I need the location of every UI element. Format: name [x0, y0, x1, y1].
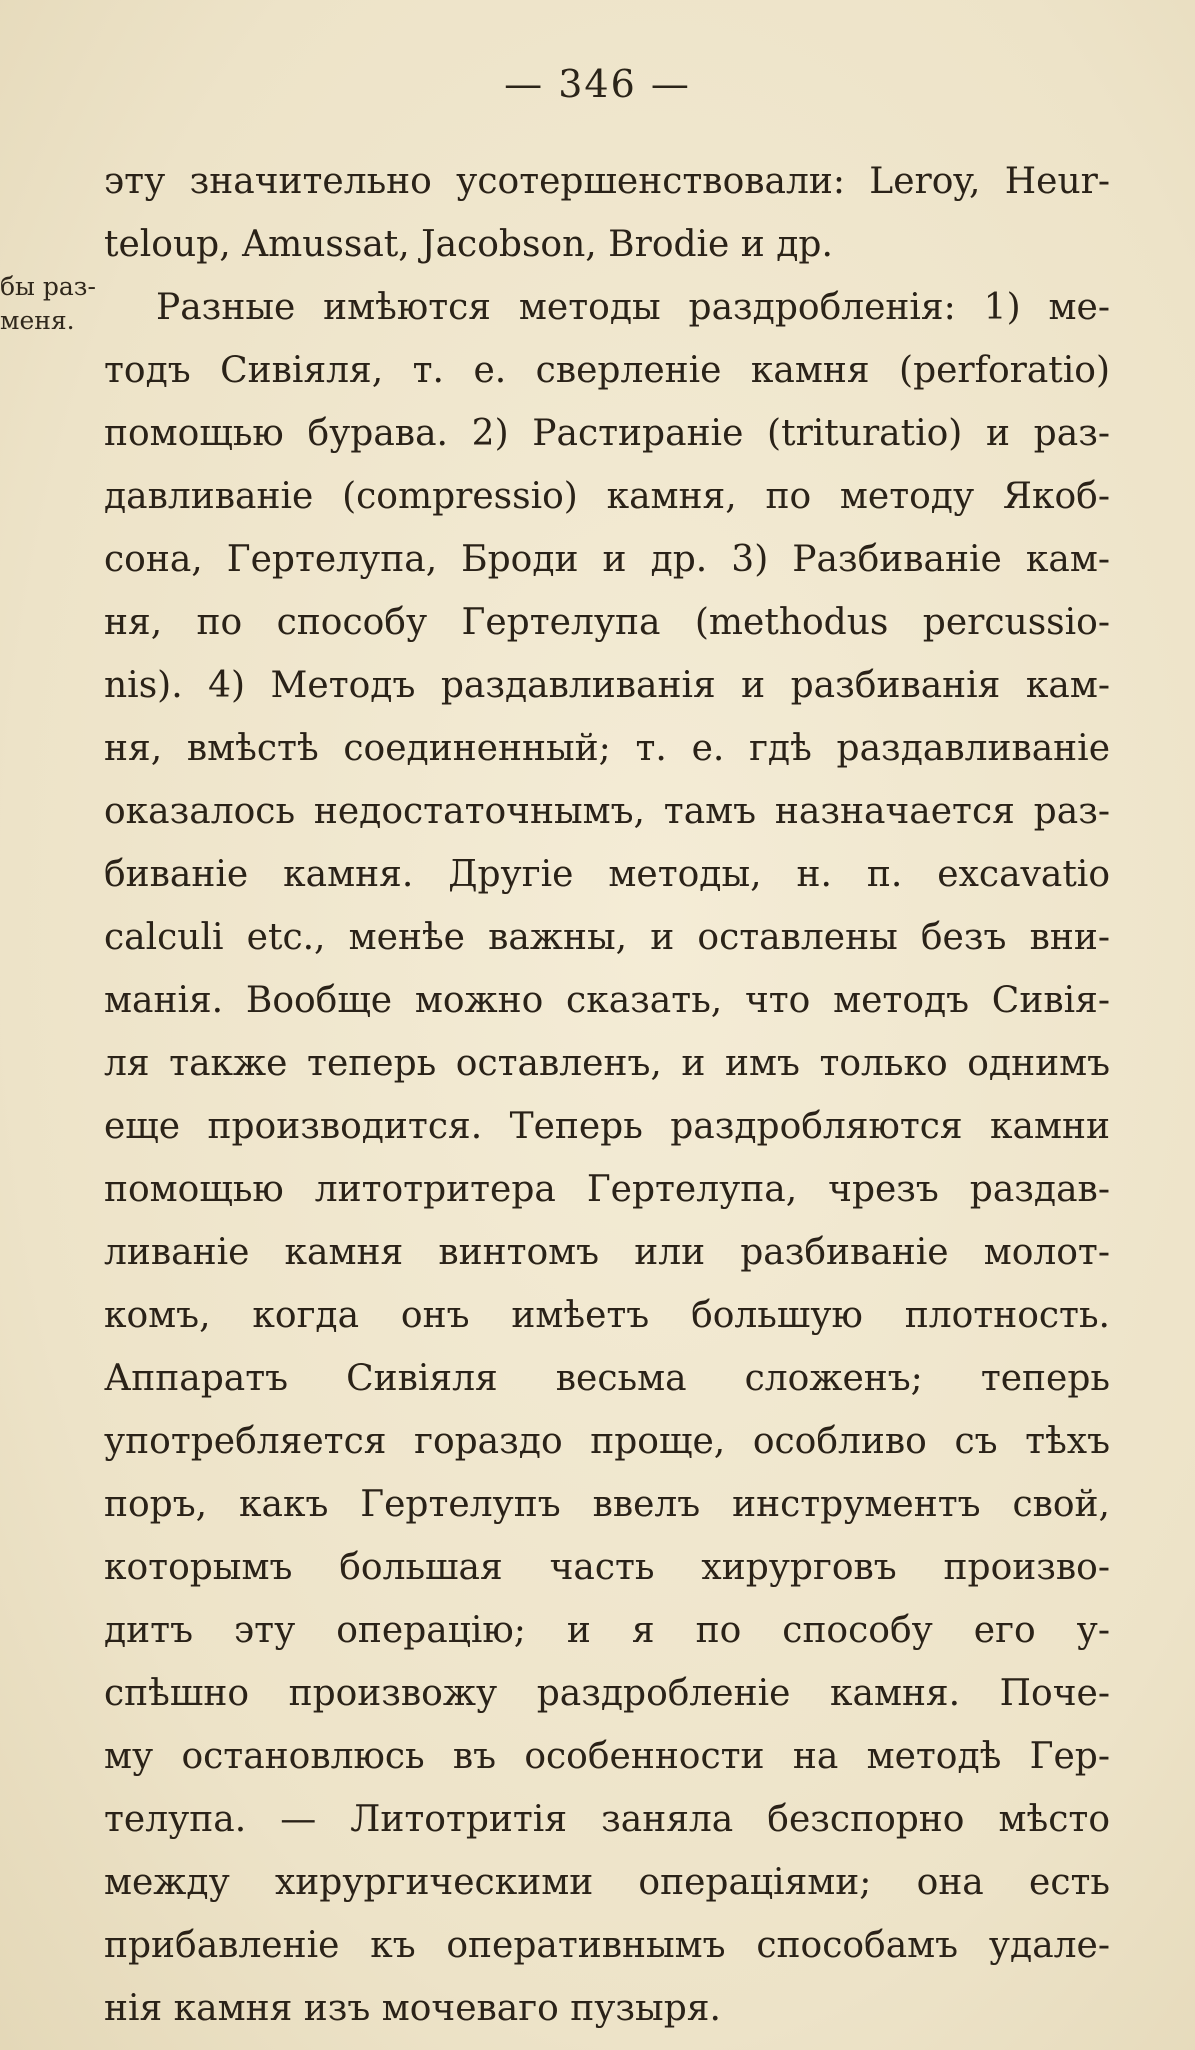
margin-note-line: меня. [0, 306, 75, 335]
text-line: нія камня изъ мочеваго пузыря. [104, 1988, 721, 2029]
text-line: Разные имѣются методы раздробленія: 1) ме- [156, 287, 1110, 328]
text-line: му остановлюсь въ особенности на методѣ Гер- [104, 1736, 1110, 1777]
text-line: calculi etc., менѣе важны, и оставлены безъ вни- [104, 917, 1110, 958]
text-line: давливаніе (compressio) камня, по методу Якоб- [104, 476, 1110, 517]
text-line: телупа. — Литотритія заняла безспорно мѣсто [104, 1799, 1110, 1840]
text-line: употребляется гораздо проще, особливо съ тѣхъ [104, 1421, 1110, 1462]
text-line: Аппаратъ Сивіяля весьма сложенъ; теперь [104, 1358, 1110, 1399]
text-line: еще производится. Теперь раздробляются камни [104, 1106, 1110, 1147]
text-line: ня, по способу Гертелупа (methodus percussio- [104, 602, 1110, 643]
text-line: прибавленіе къ оперативнымъ способамъ удале- [104, 1925, 1110, 1966]
text-line: комъ, когда онъ имѣетъ большую плотность. [104, 1295, 1110, 1336]
text-line: помощью бурава. 2) Растираніе (trituratio) и раз- [104, 413, 1110, 454]
text-line: ливаніе камня винтомъ или разбиваніе молот- [104, 1232, 1110, 1273]
margin-note [0, 270, 95, 338]
body-text [104, 150, 1110, 2040]
text-line: помощью литотритера Гертелупа, чрезъ раздав- [104, 1169, 1110, 1210]
text-line: teloup, Amussat, Jacobson, Brodie и др. [104, 224, 833, 265]
text-line: манія. Вообще можно сказать, что методъ Сивія- [104, 980, 1110, 1021]
text-line: ня, вмѣстѣ соединенный; т. е. гдѣ раздавливаніе [104, 728, 1110, 769]
text-line: между хирургическими операціями; она есть [104, 1862, 1110, 1903]
text-line: биваніе камня. Другіе методы, н. п. excavatio [104, 854, 1110, 895]
text-line: оказалось недостаточнымъ, тамъ назначается раз- [104, 791, 1110, 832]
text-line: спѣшно произвожу раздробленіе камня. Поче- [104, 1673, 1110, 1714]
text-line: ля также теперь оставленъ, и имъ только однимъ [104, 1043, 1110, 1084]
text-line: сона, Гертелупа, Броди и др. 3) Разбиваніе кам- [104, 539, 1110, 580]
text-line: дитъ эту операцію; и я по способу его у- [104, 1610, 1110, 1651]
text-line: nis). 4) Методъ раздавливанія и разбиванія кам- [104, 665, 1110, 706]
text-line: эту значительно усотершенствовали: Leroy, Heur- [104, 161, 1110, 202]
margin-note-line: бы раз- [0, 272, 96, 301]
page-number: — 346 — [504, 62, 691, 106]
text-line: поръ, какъ Гертелупъ ввелъ инструментъ свой, [104, 1484, 1110, 1525]
text-line: тодъ Сивіяля, т. е. сверленіе камня (perforatio) [104, 350, 1110, 391]
text-line: которымъ большая часть хирурговъ произво- [104, 1547, 1110, 1588]
